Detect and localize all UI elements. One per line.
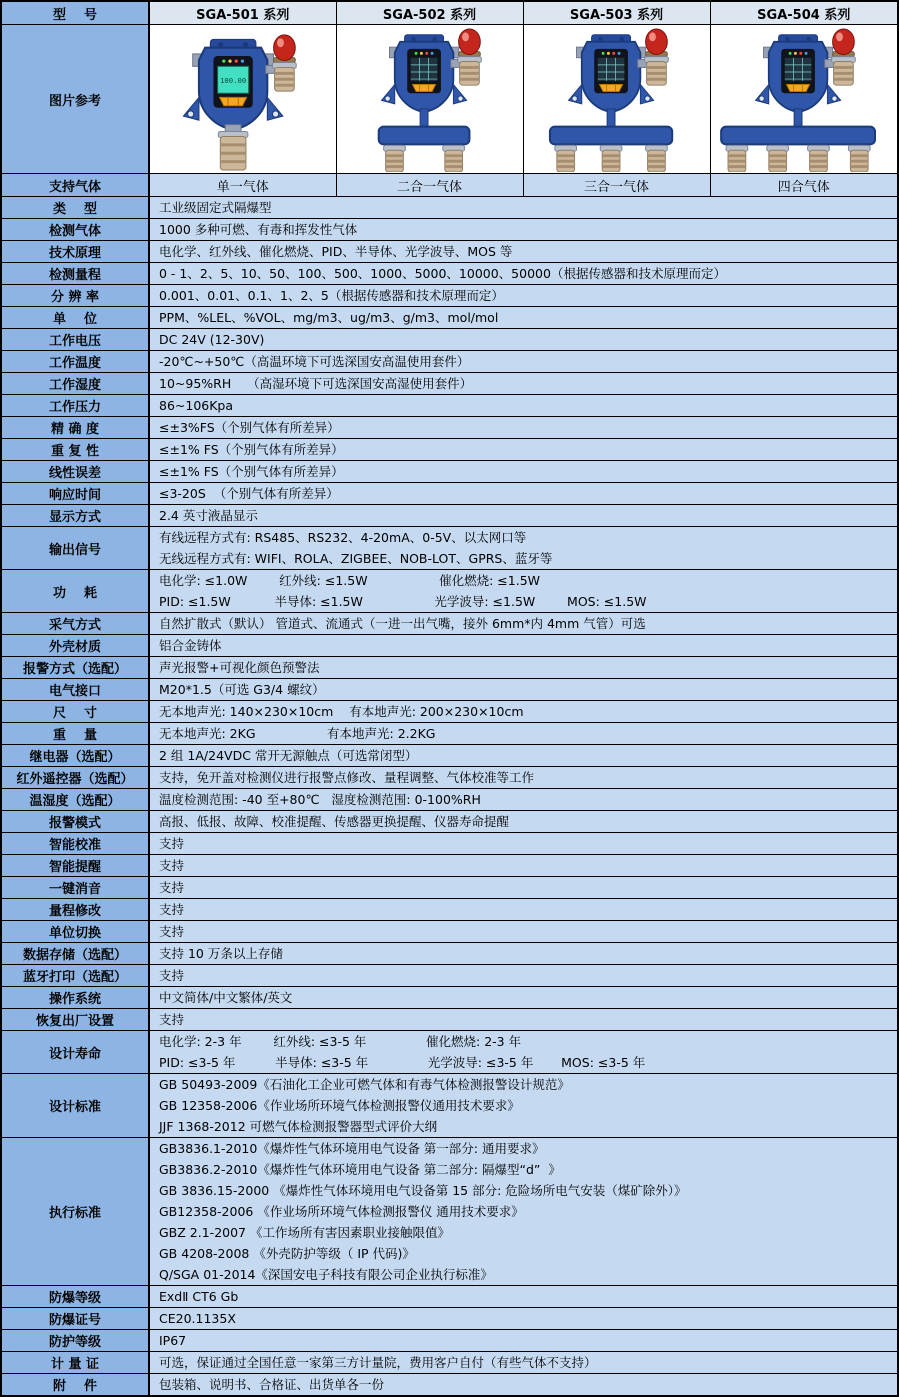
spec-value-line: JJF 1368-2012 可燃气体检测报警器型式评价大纲 — [159, 1119, 438, 1134]
spec-row-label: 类 型 — [1, 197, 149, 219]
spec-value-line: 温度检测范围: -40 至+80℃ 湿度检测范围: 0-100%RH — [159, 792, 481, 807]
spec-value-line: PPM、%LEL、%VOL、mg/m3、ug/m3、g/m3、mol/mol — [159, 310, 499, 325]
spec-row-value — [149, 263, 898, 285]
spec-value-line: ExdⅡ CT6 Gb — [159, 1289, 239, 1304]
model-row-label: 型 号 — [1, 1, 149, 25]
spec-value-line: 支持 — [159, 880, 185, 895]
spec-row-label: 输出信号 — [1, 527, 149, 570]
spec-row-label: 防爆等级 — [1, 1286, 149, 1308]
spec-row — [1, 833, 898, 855]
image-row — [1, 25, 898, 174]
spec-row-label: 温湿度（选配） — [1, 789, 149, 811]
spec-row — [1, 197, 898, 219]
spec-value-line: 无本地声光: 2KG 有本地声光: 2.2KG — [159, 726, 436, 741]
spec-row — [1, 1308, 898, 1330]
spec-row-value — [149, 767, 898, 789]
spec-value-line: 10~95%RH （高湿环境下可选深国安高湿使用套件） — [159, 376, 473, 391]
spec-row-label: 检测量程 — [1, 263, 149, 285]
spec-value-line: 电化学: 2-3 年 红外线: ≤3-5 年 催化燃烧: 2-3 年 — [159, 1034, 522, 1049]
spec-row — [1, 1009, 898, 1031]
spec-row-label: 响应时间 — [1, 483, 149, 505]
spec-value-line: 2.4 英寸液晶显示 — [159, 508, 258, 523]
spec-row — [1, 921, 898, 943]
spec-value-line: GB 4208-2008 《外壳防护等级（ IP 代码)》 — [159, 1246, 415, 1261]
spec-value-line: IP67 — [159, 1333, 187, 1348]
spec-row — [1, 1286, 898, 1308]
spec-value-line: 有线远程方式有: RS485、RS232、4-20mA、0-5V、以太网口等 — [159, 530, 527, 545]
spec-row-value — [149, 307, 898, 329]
spec-value-line: 支持 — [159, 858, 185, 873]
spec-row-value — [149, 461, 898, 483]
spec-value-line: 2 组 1A/24VDC 常开无源触点（可选常闭型） — [159, 748, 418, 763]
spec-row — [1, 965, 898, 987]
spec-row-value — [149, 505, 898, 527]
spec-row — [1, 461, 898, 483]
spec-value-line: 自然扩散式（默认） 管道式、流通式（一进一出气嘴，接外 6mm*内 4mm 气管）可选 — [159, 616, 646, 631]
spec-value-line: 电化学: ≤1.0W 红外线: ≤1.5W 催化燃烧: ≤1.5W — [159, 573, 541, 588]
gas-type-cell: 四合气体 — [710, 174, 898, 197]
spec-row-value — [149, 635, 898, 657]
device-image-2 — [336, 25, 523, 174]
spec-row-label: 工作压力 — [1, 395, 149, 417]
spec-row-value — [149, 723, 898, 745]
spec-row-value — [149, 1330, 898, 1352]
svg-text:100.00: 100.00 — [220, 75, 247, 85]
spec-row — [1, 263, 898, 285]
spec-row-value — [149, 899, 898, 921]
spec-row-label: 设计寿命 — [1, 1031, 149, 1074]
spec-row — [1, 877, 898, 899]
spec-row-value — [149, 241, 898, 263]
spec-row-value — [149, 439, 898, 461]
spec-row-label: 单 位 — [1, 307, 149, 329]
spec-row-label: 重 复 性 — [1, 439, 149, 461]
spec-value-line: ≤3-20S （个别气体有所差异） — [159, 486, 339, 501]
spec-row-value — [149, 373, 898, 395]
device-illustration — [711, 26, 896, 172]
spec-value-line: 包装箱、说明书、合格证、出货单各一份 — [159, 1377, 385, 1392]
spec-row-label: 蓝牙打印（选配） — [1, 965, 149, 987]
spec-row-label: 防爆证号 — [1, 1308, 149, 1330]
spec-value-line: GB 50493-2009《石油化工企业可燃气体和有毒气体检测报警设计规范》 — [159, 1077, 570, 1092]
spec-row-label: 设计标准 — [1, 1074, 149, 1138]
spec-value-line: CE20.1135X — [159, 1311, 236, 1326]
spec-value-line: M20*1.5（可选 G3/4 螺纹） — [159, 682, 325, 697]
model-header: SGA-501 系列 — [149, 1, 336, 25]
spec-value-line: 支持 10 万条以上存储 — [159, 946, 283, 961]
model-header: SGA-504 系列 — [710, 1, 898, 25]
spec-row-value — [149, 570, 898, 613]
spec-row-value — [149, 1138, 898, 1286]
spec-value-line: ≤±1% FS（个别气体有所差异） — [159, 442, 344, 457]
spec-value-line: 支持 — [159, 1012, 185, 1027]
spec-row-label: 重 量 — [1, 723, 149, 745]
spec-row — [1, 241, 898, 263]
gas-type-cell: 二合一气体 — [336, 174, 523, 197]
spec-row-value — [149, 965, 898, 987]
spec-value-line: 86~106Kpa — [159, 398, 234, 413]
device-image-4 — [710, 25, 898, 174]
spec-row-label: 精 确 度 — [1, 417, 149, 439]
spec-row — [1, 811, 898, 833]
spec-row-value — [149, 701, 898, 723]
spec-value-line: GB3836.1-2010《爆炸性气体环境用电气设备 第一部分: 通用要求》 — [159, 1141, 545, 1156]
spec-row-label: 继电器（选配） — [1, 745, 149, 767]
spec-row-value — [149, 197, 898, 219]
spec-row-value — [149, 1031, 898, 1074]
spec-row-label: 技术原理 — [1, 241, 149, 263]
spec-row — [1, 789, 898, 811]
spec-row-value — [149, 1352, 898, 1374]
spec-row-label: 尺 寸 — [1, 701, 149, 723]
spec-row — [1, 899, 898, 921]
spec-row — [1, 570, 898, 613]
spec-value-line: 支持 — [159, 968, 185, 983]
spec-row — [1, 1352, 898, 1374]
gas-type-cell: 单一气体 — [149, 174, 336, 197]
spec-row-label: 附 件 — [1, 1374, 149, 1397]
spec-row-value — [149, 1308, 898, 1330]
spec-row-value — [149, 527, 898, 570]
spec-value-line: PID: ≤3-5 年 半导体: ≤3-5 年 光学波导: ≤3-5 年 MOS: ≤3-5 年 — [159, 1055, 646, 1070]
spec-value-line: 0.001、0.01、0.1、1、2、5（根据传感器和技术原理而定） — [159, 288, 504, 303]
spec-row-label: 外壳材质 — [1, 635, 149, 657]
spec-row-value — [149, 329, 898, 351]
spec-value-line: 支持，免开盖对检测仪进行报警点修改、量程调整、气体校准等工作 — [159, 770, 535, 785]
spec-value-line: 声光报警+可视化颜色预警法 — [159, 660, 320, 675]
spec-row — [1, 1074, 898, 1138]
spec-row — [1, 395, 898, 417]
spec-row — [1, 373, 898, 395]
spec-row-label: 一键消音 — [1, 877, 149, 899]
spec-value-line: GB12358-2006 《作业场所环境气体检测报警仪 通用技术要求》 — [159, 1204, 524, 1219]
spec-row — [1, 329, 898, 351]
spec-value-line: PID: ≤1.5W 半导体: ≤1.5W 光学波导: ≤1.5W MOS: ≤1.5W — [159, 594, 647, 609]
spec-row-label: 智能校准 — [1, 833, 149, 855]
spec-row-value — [149, 1286, 898, 1308]
spec-value-line: 支持 — [159, 836, 185, 851]
spec-value-line: 工业级固定式隔爆型 — [159, 200, 272, 215]
spec-row-value — [149, 921, 898, 943]
spec-row-label: 报警模式 — [1, 811, 149, 833]
model-header: SGA-502 系列 — [336, 1, 523, 25]
spec-value-line: DC 24V (12-30V) — [159, 332, 265, 347]
spec-row-value — [149, 789, 898, 811]
spec-row — [1, 613, 898, 635]
spec-row-label: 计 量 证 — [1, 1352, 149, 1374]
spec-row-value — [149, 613, 898, 635]
spec-value-line: 支持 — [159, 902, 185, 917]
spec-row-label: 工作电压 — [1, 329, 149, 351]
spec-row-value — [149, 351, 898, 373]
spec-row-label: 防护等级 — [1, 1330, 149, 1352]
spec-row-label: 量程修改 — [1, 899, 149, 921]
spec-row — [1, 987, 898, 1009]
spec-row-value — [149, 1009, 898, 1031]
spec-row-value — [149, 877, 898, 899]
spec-row-value — [149, 417, 898, 439]
spec-row — [1, 635, 898, 657]
spec-row-label: 执行标准 — [1, 1138, 149, 1286]
spec-value-line: Q/SGA 01-2014《深国安电子科技有限公司企业执行标准》 — [159, 1267, 493, 1282]
spec-row — [1, 219, 898, 241]
spec-row — [1, 1330, 898, 1352]
spec-row-label: 智能提醒 — [1, 855, 149, 877]
spec-row — [1, 1374, 898, 1397]
spec-row-value — [149, 1074, 898, 1138]
spec-value-line: ≤±1% FS（个别气体有所差异） — [159, 464, 344, 479]
spec-value-line: 高报、低报、故障、校准提醒、传感器更换提醒、仪器寿命提醒 — [159, 814, 510, 829]
spec-value-line: 无本地声光: 140×230×10cm 有本地声光: 200×230×10cm — [159, 704, 524, 719]
spec-value-line: GBZ 2.1-2007 《工作场所有害因素职业接触限值》 — [159, 1225, 450, 1240]
gas-row — [1, 174, 898, 197]
spec-row-label: 数据存储（选配） — [1, 943, 149, 965]
spec-value-line: GB 3836.15-2000 《爆炸性气体环境用电气设备第 15 部分: 危险场所电气安装（煤矿除外）》 — [159, 1183, 687, 1198]
gas-type-cell: 三合一气体 — [523, 174, 710, 197]
spec-row-label: 电气接口 — [1, 679, 149, 701]
spec-row-value — [149, 855, 898, 877]
spec-row-value — [149, 679, 898, 701]
spec-row-value — [149, 483, 898, 505]
spec-value-line: 可选，保证通过全国任意一家第三方计量院，费用客户自付（有些气体不支持） — [159, 1355, 597, 1370]
device-image-1 — [149, 25, 336, 174]
spec-row — [1, 439, 898, 461]
model-header: SGA-503 系列 — [523, 1, 710, 25]
device-image-3 — [523, 25, 710, 174]
spec-row — [1, 943, 898, 965]
spec-row-label: 恢复出厂设置 — [1, 1009, 149, 1031]
spec-value-line: 电化学、红外线、催化燃烧、PID、半导体、光学波导、MOS 等 — [159, 244, 513, 259]
spec-row-label: 工作湿度 — [1, 373, 149, 395]
spec-value-line: GB3836.2-2010《爆炸性气体环境用电气设备 第二部分: 隔爆型“d” 》 — [159, 1162, 561, 1177]
spec-row-label: 工作温度 — [1, 351, 149, 373]
gas-row-label: 支持气体 — [1, 174, 149, 197]
spec-value-line: 铝合金铸体 — [159, 638, 222, 653]
spec-row — [1, 527, 898, 570]
spec-row — [1, 1031, 898, 1074]
header-row — [1, 1, 898, 25]
spec-row — [1, 723, 898, 745]
spec-row-value — [149, 285, 898, 307]
spec-row — [1, 483, 898, 505]
spec-row — [1, 767, 898, 789]
spec-row-value — [149, 811, 898, 833]
spec-row-value — [149, 657, 898, 679]
spec-row-label: 线性误差 — [1, 461, 149, 483]
device-illustration — [524, 26, 709, 172]
spec-value-line: GB 12358-2006《作业场所环境气体检测报警仪通用技术要求》 — [159, 1098, 520, 1113]
spec-value-line: 1000 多种可燃、有毒和挥发性气体 — [159, 222, 358, 237]
device-illustration — [337, 26, 522, 172]
spec-row-label: 分 辨 率 — [1, 285, 149, 307]
spec-row — [1, 307, 898, 329]
spec-row-label: 报警方式（选配） — [1, 657, 149, 679]
spec-row-value — [149, 745, 898, 767]
spec-value-line: 支持 — [159, 924, 185, 939]
spec-row-label: 显示方式 — [1, 505, 149, 527]
spec-row-value — [149, 1374, 898, 1397]
spec-value-line: ≤±3%FS（个别气体有所差异） — [159, 420, 340, 435]
spec-row — [1, 351, 898, 373]
spec-row-label: 检测气体 — [1, 219, 149, 241]
spec-row-value — [149, 987, 898, 1009]
spec-row-label: 红外遥控器（选配） — [1, 767, 149, 789]
spec-row — [1, 701, 898, 723]
spec-row — [1, 679, 898, 701]
spec-row-value — [149, 833, 898, 855]
spec-row-label: 功 耗 — [1, 570, 149, 613]
spec-row — [1, 657, 898, 679]
spec-row-label: 单位切换 — [1, 921, 149, 943]
spec-row-value — [149, 219, 898, 241]
spec-row-label: 采气方式 — [1, 613, 149, 635]
spec-row-value — [149, 943, 898, 965]
spec-row — [1, 417, 898, 439]
image-row-label: 图片参考 — [1, 25, 149, 174]
spec-value-line: 中文简体/中文繁体/英文 — [159, 990, 293, 1005]
device-illustration — [150, 26, 335, 172]
spec-row-label: 操作系统 — [1, 987, 149, 1009]
spec-value-line: 0 - 1、2、5、10、50、100、500、1000、5000、10000、50000（根据传感器和技术原理而定） — [159, 266, 726, 281]
spec-row — [1, 1138, 898, 1286]
spec-value-line: 无线远程方式有: WIFI、ROLA、ZIGBEE、NOB-LOT、GPRS、蓝牙等 — [159, 551, 553, 566]
spec-row — [1, 855, 898, 877]
spec-row — [1, 505, 898, 527]
spec-row-value — [149, 395, 898, 417]
spec-row — [1, 285, 898, 307]
spec-value-line: -20℃~+50℃（高温环境下可选深国安高温使用套件） — [159, 354, 470, 369]
spec-row — [1, 745, 898, 767]
